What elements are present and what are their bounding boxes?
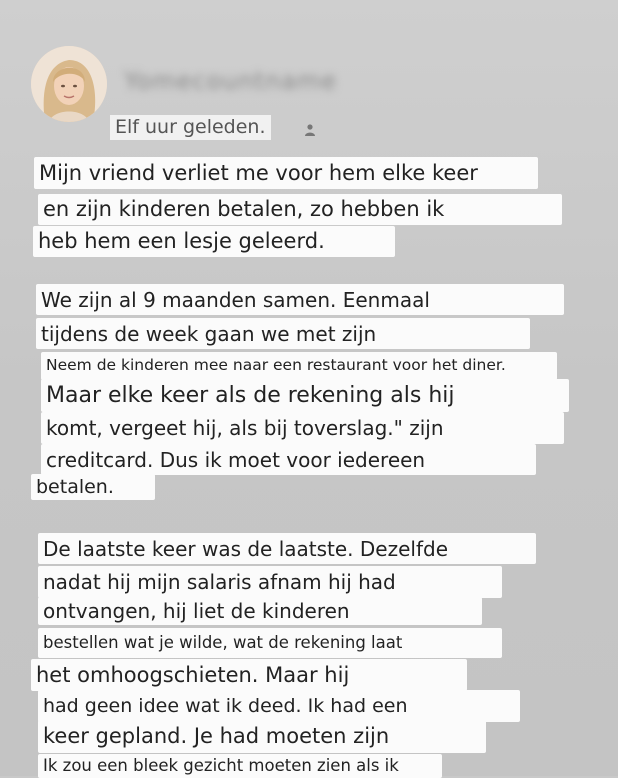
post-text-line: tijdens de week gaan we met zijn	[36, 318, 530, 349]
post-text-line: betalen.	[31, 474, 155, 500]
post-timestamp: Elf uur geleden.	[110, 115, 271, 140]
post-text-line: ontvangen, hij liet de kinderen	[38, 597, 482, 625]
post-text-line: We zijn al 9 maanden samen. Eenmaal	[36, 284, 564, 315]
post-text-line: heb hem een lesje geleerd.	[33, 226, 395, 257]
user-avatar[interactable]	[31, 46, 107, 122]
post-text-line: Maar elke keer als de rekening als hij	[41, 379, 569, 412]
post-text-line: het omhoogschieten. Maar hij	[31, 659, 467, 691]
post-text-line: keer gepland. Je had moeten zijn	[38, 720, 486, 753]
person-icon	[304, 123, 316, 137]
post-text-line: komt, vergeet hij, als bij toverslag." zijn	[41, 412, 564, 444]
post-text-line: De laatste keer was de laatste. Dezelfde	[38, 533, 536, 564]
post-text-line: had geen idee wat ik deed. Ik had een	[38, 690, 520, 722]
post-text-line: creditcard. Dus ik moet voor iedereen	[41, 444, 536, 475]
username-blurred[interactable]: Yomecountname	[124, 67, 338, 95]
avatar-portrait-icon	[31, 46, 107, 122]
post-text-line: bestellen wat je wilde, wat de rekening laat	[38, 628, 502, 658]
post-text-line: Ik zou een bleek gezicht moeten zien als ik	[38, 754, 442, 778]
post-text-line: nadat hij mijn salaris afnam hij had	[38, 566, 502, 598]
post-text-line: en zijn kinderen betalen, zo hebben ik	[38, 194, 562, 225]
post-text-line: Neem de kinderen mee naar een restaurant voor het diner.	[41, 352, 557, 380]
post-text-line: Mijn vriend verliet me voor hem elke keer	[34, 157, 538, 189]
